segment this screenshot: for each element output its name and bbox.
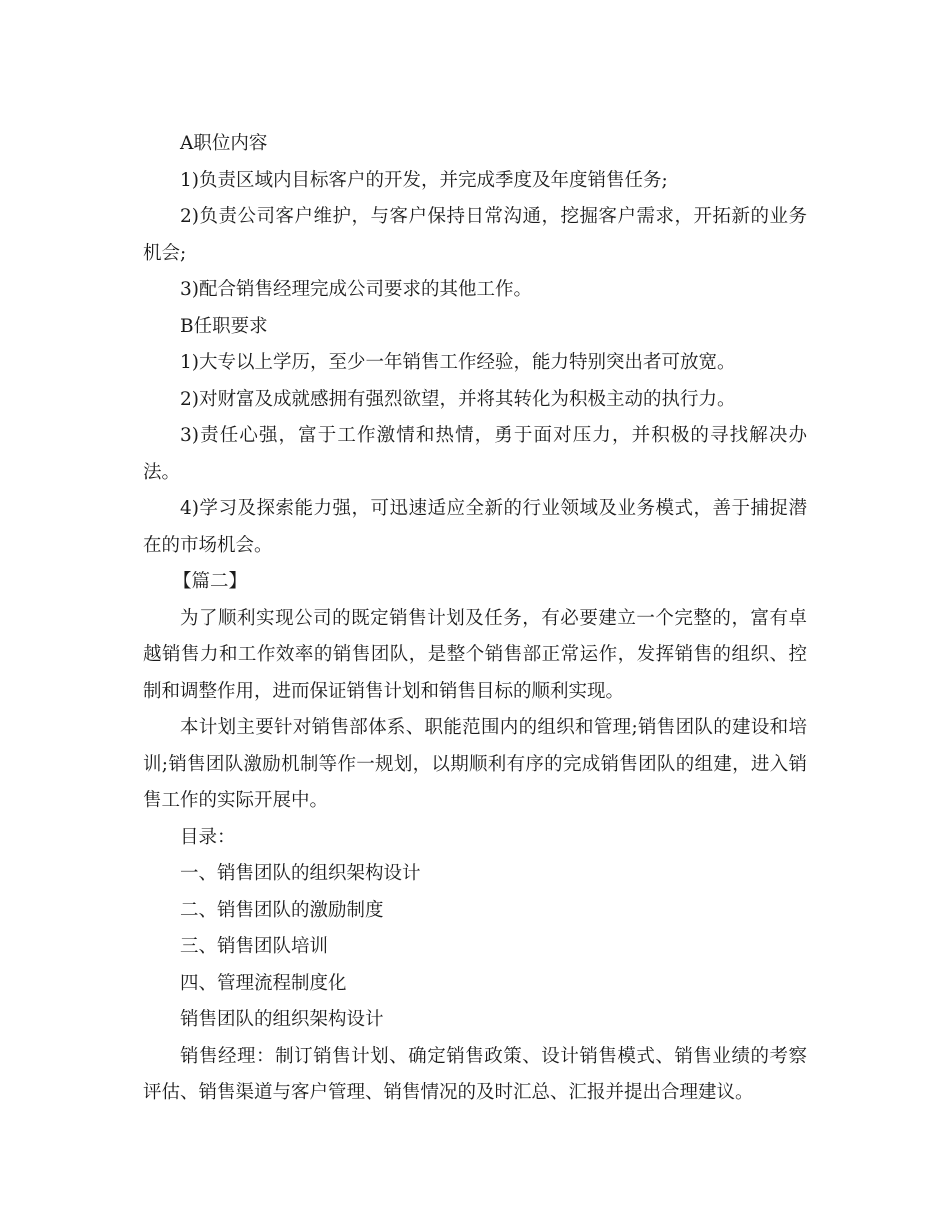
list-item: 3)配合销售经理完成公司要求的其他工作。 bbox=[180, 279, 532, 300]
subsection-heading: 销售团队的组织架构设计 bbox=[180, 1009, 384, 1030]
list-item: 1)负责区域内目标客户的开发，并完成季度及年度销售任务; bbox=[180, 169, 668, 191]
section-heading-b: B任职要求 bbox=[180, 315, 268, 337]
list-item: 2)对财富及成就感拥有强烈欲望，并将其转化为积极主动的执行力。 bbox=[180, 388, 736, 410]
list-item: 1)大专以上学历，至少一年销售工作经验，能力特别突出者可放宽。 bbox=[180, 352, 736, 373]
document-body bbox=[143, 126, 807, 1112]
body-paragraph: 本计划主要针对销售部体系、职能范围内的组织和管理;销售团队的建设和培训;销售团队激励机制等作一规划，以期顺利有序的完成销售团队的组建，进入销售工作的实际开展中。 bbox=[143, 717, 807, 811]
body-paragraph: 销售经理：制订销售计划、确定销售政策、设计销售模式、销售业绩的考察评估、销售渠道与客户管理、销售情况的及时汇总、汇报并提出合理建议。 bbox=[143, 1045, 807, 1103]
toc-heading: 目录： bbox=[180, 826, 236, 848]
toc-item: 二、销售团队的激励制度 bbox=[180, 899, 384, 921]
toc-item: 一、销售团队的组织架构设计 bbox=[180, 863, 421, 884]
body-paragraph: 为了顺利实现公司的既定销售计划及任务，有必要建立一个完整的，富有卓越销售力和工作效率的销售团队，是整个销售部正常运作，发挥销售的组织、控制和调整作用，进而保证销售计划和销售目标的顺利实现。 bbox=[143, 607, 807, 702]
section-heading-a: A职位内容 bbox=[180, 133, 268, 154]
toc-item: 三、销售团队培训 bbox=[180, 936, 329, 957]
part-heading: 【篇二】 bbox=[173, 571, 248, 592]
list-item: 4)学习及探索能力强，可迅速适应全新的行业领域及业务模式，善于捕捉潜在的市场机会。 bbox=[143, 498, 807, 556]
toc-item: 四、管理流程制度化 bbox=[180, 972, 347, 994]
list-item: 3)责任心强，富于工作激情和热情，勇于面对压力，并积极的寻找解决办法。 bbox=[143, 425, 807, 483]
list-item: 2)负责公司客户维护，与客户保持日常沟通，挖掘客户需求，开拓新的业务机会; bbox=[143, 206, 807, 264]
